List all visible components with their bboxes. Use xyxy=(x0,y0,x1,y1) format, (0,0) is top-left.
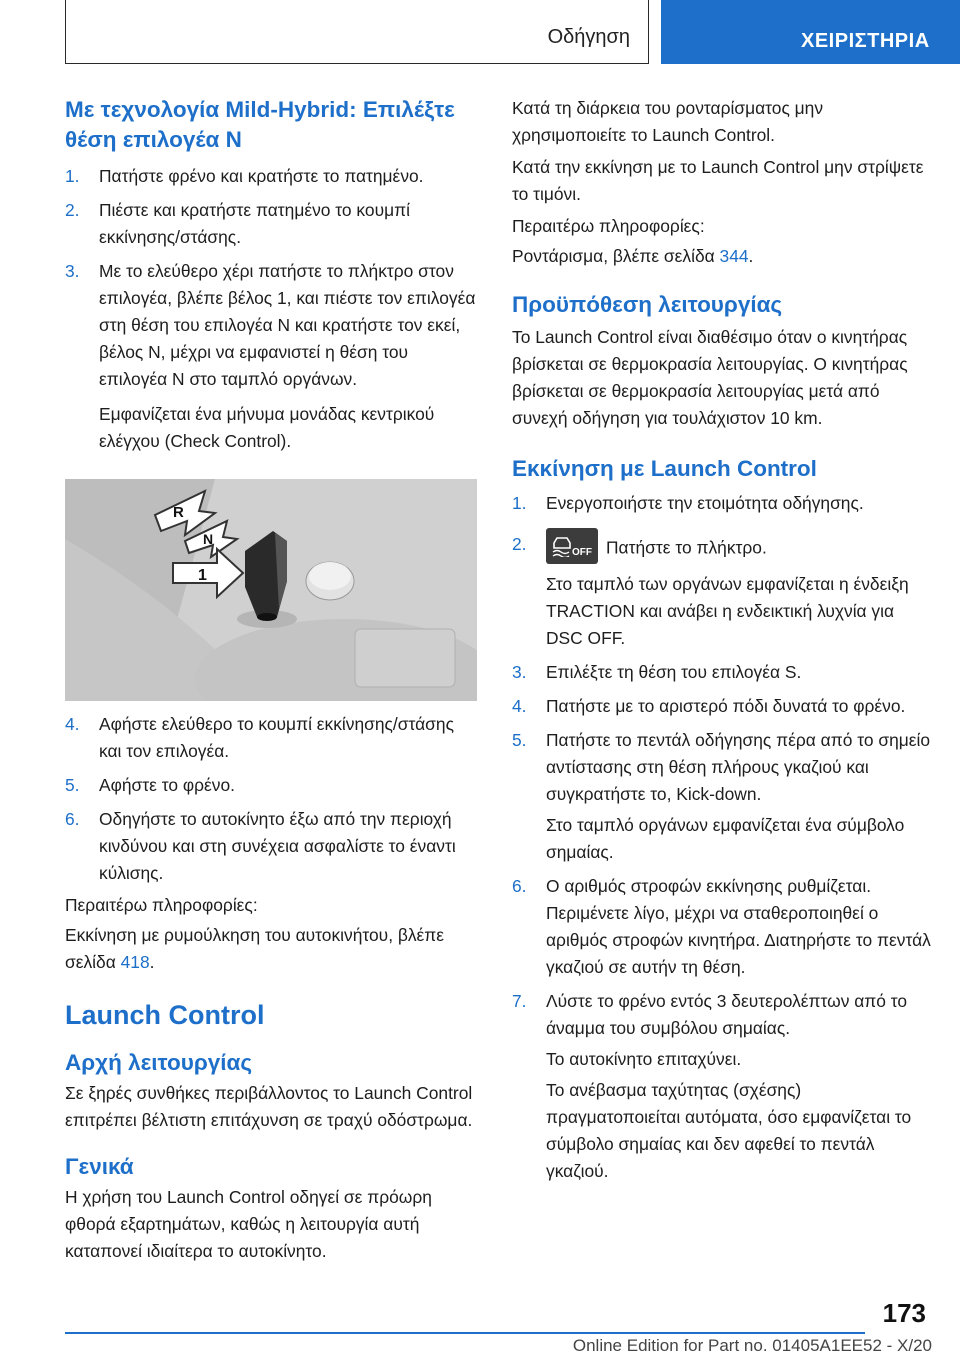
heading-mild-hybrid: Με τεχνολογία Mild-Hybrid: Επιλέξτε θέση επιλογέα N xyxy=(65,97,455,152)
launch-step-7-note-1: Το αυτοκίνητο επιταχύνει. xyxy=(546,1049,742,1069)
cross-reference xyxy=(512,243,932,270)
page-link-418[interactable]: 418 xyxy=(120,952,150,972)
gear-selector-illustration xyxy=(65,479,477,701)
steering-text: Κατά την εκκίνηση με το Launch Control μην στρίψετε το τιμόνι. xyxy=(512,157,924,204)
header-section: Οδήγηση xyxy=(547,26,630,48)
principle-text: Σε ξηρές συνθήκες περιβάλλοντος το Launch Control επιτρέπει βέλτιστη επιτάχυνση σε τραχύ οδόστρωμα. xyxy=(65,1083,473,1130)
right-column xyxy=(512,95,932,1185)
step-number: 6. xyxy=(65,809,80,829)
step-number: 5. xyxy=(512,730,527,750)
section-title-launch-control: Launch Control xyxy=(65,1000,265,1030)
more-info-label: Περαιτέρω πληροφορίες: xyxy=(512,216,705,236)
dsc-off-button-icon xyxy=(546,528,598,564)
step-6 xyxy=(65,806,477,887)
step-number: 2. xyxy=(65,200,80,220)
ref-end: . xyxy=(748,246,754,266)
footer-edition: Online Edition for Part no. 01405A1EE52 - X/20 xyxy=(572,1336,932,1355)
launch-step-7 xyxy=(512,988,932,1042)
step-number: 5. xyxy=(65,775,80,795)
launch-step-2-note: Στο ταμπλό των οργάνων εμφανίζεται η ένδειξη TRACTION και ανάβει η ενδεικτική λυχνία για DSC OFF. xyxy=(546,574,909,648)
page-number: 173 xyxy=(882,1298,926,1328)
step-2 xyxy=(65,197,477,251)
step-3 xyxy=(65,258,477,393)
step-text: Πιέστε και κρατήστε πατημένο το κουμπί εκκίνησης/στάσης. xyxy=(99,200,410,247)
step-number: 4. xyxy=(65,714,80,734)
step-text: Πατήστε το πλήκτρο. xyxy=(606,537,767,558)
general-text: Η χρήση του Launch Control οδηγεί σε πρόωρη φθορά εξαρτημάτων, καθώς η λειτουργία αυτή καταπονεί ιδιαίτερα το αυτοκίνητο. xyxy=(65,1187,432,1261)
step-text: Αφήστε το φρένο. xyxy=(99,775,235,795)
launch-step-3 xyxy=(512,659,932,686)
step-1 xyxy=(65,163,477,190)
launch-step-5-note: Στο ταμπλό οργάνων εμφανίζεται ένα σύμβολο σημαίας. xyxy=(546,815,905,862)
step-text: Πατήστε φρένο και κρατήστε το πατημένο. xyxy=(99,166,424,186)
step-text: Αφήστε ελεύθερο το κουμπί εκκίνησης/στάσης και τον επιλογέα. xyxy=(99,714,454,761)
step-text: Ενεργοποιήστε την ετοιμότητα οδήγησης. xyxy=(546,493,864,513)
off-label: OFF xyxy=(572,547,592,558)
launch-step-2 xyxy=(512,531,932,567)
step-5 xyxy=(65,772,477,799)
footer-divider xyxy=(65,1332,865,1334)
ref-text: Εκκίνηση με ρυμούλκηση του αυτοκινήτου, βλέπε σελίδα xyxy=(65,925,445,972)
launch-step-4 xyxy=(512,693,932,720)
cross-reference xyxy=(65,922,477,976)
step-number: 1. xyxy=(512,493,527,513)
step-number: 2. xyxy=(512,534,527,554)
step-number: 6. xyxy=(512,876,527,896)
step-3-note: Εμφανίζεται ένα μήνυμα μονάδας κεντρικού ελέγχου (Check Control). xyxy=(99,404,435,451)
step-text: Λύστε το φρένο εντός 3 δευτερολέπτων από το άναμμα του συμβόλου σημαίας. xyxy=(546,991,908,1038)
figure-label-n: N xyxy=(203,531,214,547)
step-4 xyxy=(65,711,477,765)
step-text: Επιλέξτε τη θέση του επιλογέα S. xyxy=(546,662,802,682)
step-text: Με το ελεύθερο χέρι πατήστε το πλήκτρο στον επιλογέα, βλέπε βέλος 1, και πιέστε τον επιλογέα στη θέση του επιλογέα N και κρατήστε τον εκεί, βέλος N, μέχρι να εμφανιστεί η θέση του επιλογέα N στο ταμπλό οργάνων. xyxy=(99,261,476,389)
header-chapter-tab[interactable]: ΧΕΙΡΙΣΤΗΡΙΑ xyxy=(661,0,960,64)
launch-step-1 xyxy=(512,490,932,517)
launch-step-6 xyxy=(512,873,932,981)
step-text: Πατήστε το πεντάλ οδήγησης πέρα από το σημείο αντίστασης στη θέση πλήρους γκαζιού και συγκρατήστε το, Kick-down. xyxy=(546,730,931,804)
step-number: 3. xyxy=(65,261,80,281)
step-number: 3. xyxy=(512,662,527,682)
heading-principle: Αρχή λειτουργίας xyxy=(65,1050,253,1075)
heading-start-launch-control: Εκκίνηση με Launch Control xyxy=(512,456,817,481)
ref-text: Ροντάρισμα, βλέπε σελίδα xyxy=(512,246,720,266)
step-number: 1. xyxy=(65,166,80,186)
launch-step-7-note-2: Το ανέβασμα ταχύτητας (σχέσης) πραγματοποιείται αυτόματα, όσο εμφανίζεται το σύμβολο σημαίας και δεν αφεθεί το πεντάλ γκαζιού. xyxy=(546,1080,912,1181)
launch-step-5 xyxy=(512,727,932,808)
step-number: 7. xyxy=(512,991,527,1011)
precondition-text: Το Launch Control είναι διαθέσιμο όταν ο κινητήρας βρίσκεται σε θερμοκρασία λειτουργίας. Ο κινητήρας βρίσκεται σε θερμοκρασία λειτουργίας μετά από συνεχή οδήγηση για τουλάχιστον 10 km. xyxy=(512,327,908,428)
traction-car-icon xyxy=(550,535,574,557)
gear-selector-figure xyxy=(65,479,477,701)
heading-general: Γενικά xyxy=(65,1154,134,1179)
step-text: Οδηγήστε το αυτοκίνητο έξω από την περιοχή κινδύνου και στη συνέχεια ασφαλίστε το έναντι κύλισης. xyxy=(99,809,456,883)
page-link-344[interactable]: 344 xyxy=(719,246,749,266)
step-number: 4. xyxy=(512,696,527,716)
more-info-label: Περαιτέρω πληροφορίες: xyxy=(65,895,258,915)
heading-precondition: Προϋπόθεση λειτουργίας xyxy=(512,292,783,317)
figure-label-1: 1 xyxy=(198,567,207,584)
step-text: Ο αριθμός στροφών εκκίνησης ρυθμίζεται. Περιμένετε λίγο, μέχρι να σταθεροποιηθεί ο αριθμός στροφών κινητήρα. Διατηρήστε το πεντάλ γκαζιού σε αυτήν τη θέση. xyxy=(546,876,931,977)
figure-label-r: R xyxy=(173,504,184,521)
ref-end: . xyxy=(149,952,155,972)
left-column xyxy=(65,95,477,1265)
break-in-text: Κατά τη διάρκεια του ρονταρίσματος μην χρησιμοποιείτε το Launch Control. xyxy=(512,98,824,145)
step-text: Πατήστε με το αριστερό πόδι δυνατά το φρένο. xyxy=(546,696,906,716)
